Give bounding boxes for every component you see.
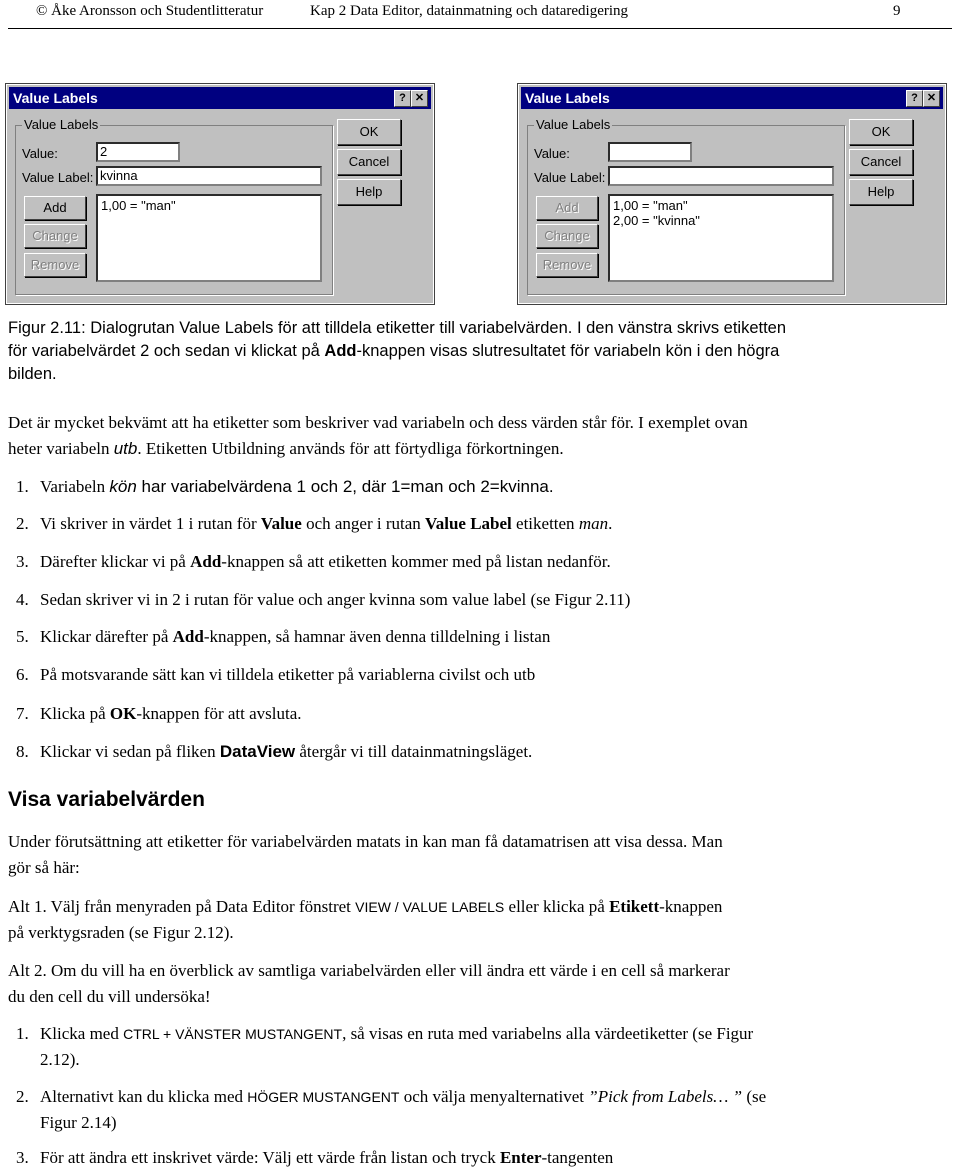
intro-paragraph: Det är mycket bekvämt att ha etiketter som beskriver vad variabeln och dess värden står för. I exemplet ovan heter variabeln utb. Etiketten Utbildning används för att förtydliga förkortningen.: [8, 413, 748, 458]
help-icon[interactable]: ?: [906, 90, 923, 107]
bullet-1: 1. Klicka med CTRL + VÄNSTER MUSTANGENT, så visas en ruta med variabelns alla värdeetiketter (se Figur 2.12).: [16, 1024, 754, 1069]
value-labels-group: [527, 117, 845, 295]
value-input[interactable]: 2: [96, 142, 180, 162]
dialog-title: Value Labels: [13, 90, 98, 106]
section-paragraph: Under förutsättning att etiketter för variabelvärden matats in kan man få datamatrisen att visa dessa. Man gör så här:: [8, 832, 723, 877]
dialog-titlebar: [521, 87, 943, 109]
value-label-input[interactable]: [608, 166, 834, 186]
help-icon[interactable]: ?: [394, 90, 411, 107]
value-labels-dialog-left: [6, 84, 434, 304]
group-label: Value Labels: [536, 117, 611, 132]
dialog-title: Value Labels: [525, 90, 610, 106]
value-labels-dialog-right: [518, 84, 946, 304]
help-button[interactable]: Help: [337, 179, 401, 205]
cancel-button[interactable]: Cancel: [337, 149, 401, 175]
help-button[interactable]: Help: [849, 179, 913, 205]
close-icon[interactable]: ✕: [411, 90, 428, 107]
value-labels-group: [15, 117, 333, 295]
value-label-label: Value Label:: [22, 170, 94, 185]
header-copyright: © Åke Aronsson och Studentlitteratur: [36, 3, 264, 19]
value-label-label: Value Label:: [534, 170, 606, 185]
header-chapter: Kap 2 Data Editor, datainmatning och dataredigering: [310, 3, 629, 19]
alt-1: Alt 1. Välj från menyraden på Data Editor fönstret VIEW / VALUE LABELS eller klicka på Etikett-knappen på verktygsraden (se Figur 2.12).: [8, 897, 723, 942]
page-number: 9: [893, 3, 901, 19]
list-item[interactable]: 2,00 = "kvinna": [613, 213, 700, 228]
change-button[interactable]: Change: [24, 224, 86, 248]
value-input[interactable]: [608, 142, 692, 162]
value-label: Value:: [22, 146, 58, 161]
dialog-titlebar: [9, 87, 431, 109]
add-button[interactable]: Add: [536, 196, 598, 220]
remove-button[interactable]: Remove: [24, 253, 86, 277]
remove-button[interactable]: Remove: [536, 253, 598, 277]
add-button[interactable]: Add: [24, 196, 86, 220]
header-divider: [8, 28, 952, 29]
labels-list[interactable]: [96, 194, 322, 282]
alt-2: Alt 2. Om du vill ha en överblick av samtliga variabelvärden eller vill ändra ett värde i en cell så markerar du den cell du vill undersöka!: [8, 961, 730, 1006]
value-label: Value:: [534, 146, 570, 161]
close-icon[interactable]: ✕: [923, 90, 940, 107]
cancel-button[interactable]: Cancel: [849, 149, 913, 175]
value-label-input[interactable]: kvinna: [96, 166, 322, 186]
section-heading: Visa variabelvärden: [8, 788, 205, 811]
ok-button[interactable]: OK: [849, 119, 913, 145]
figure-caption: Figur 2.11: Dialogrutan Value Labels för att tilldela etiketter till variabelvärden. I den vänstra skrivs etiketten för variabelvärdet 2 och sedan vi klickat på Add-knappen visas slutresultatet för variabeln kön i den högra bilden.: [8, 319, 787, 383]
ok-button[interactable]: OK: [337, 119, 401, 145]
list-item[interactable]: 1,00 = "man": [101, 198, 176, 213]
change-button[interactable]: Change: [536, 224, 598, 248]
labels-list[interactable]: [608, 194, 834, 282]
list-item[interactable]: 1,00 = "man": [613, 198, 688, 213]
group-label: Value Labels: [24, 117, 99, 132]
bullet-2: 2. Alternativt kan du klicka med HÖGER MUSTANGENT och välja menyalternativet ”Pick from Labels… ” (se Figur 2.14): [16, 1087, 767, 1132]
